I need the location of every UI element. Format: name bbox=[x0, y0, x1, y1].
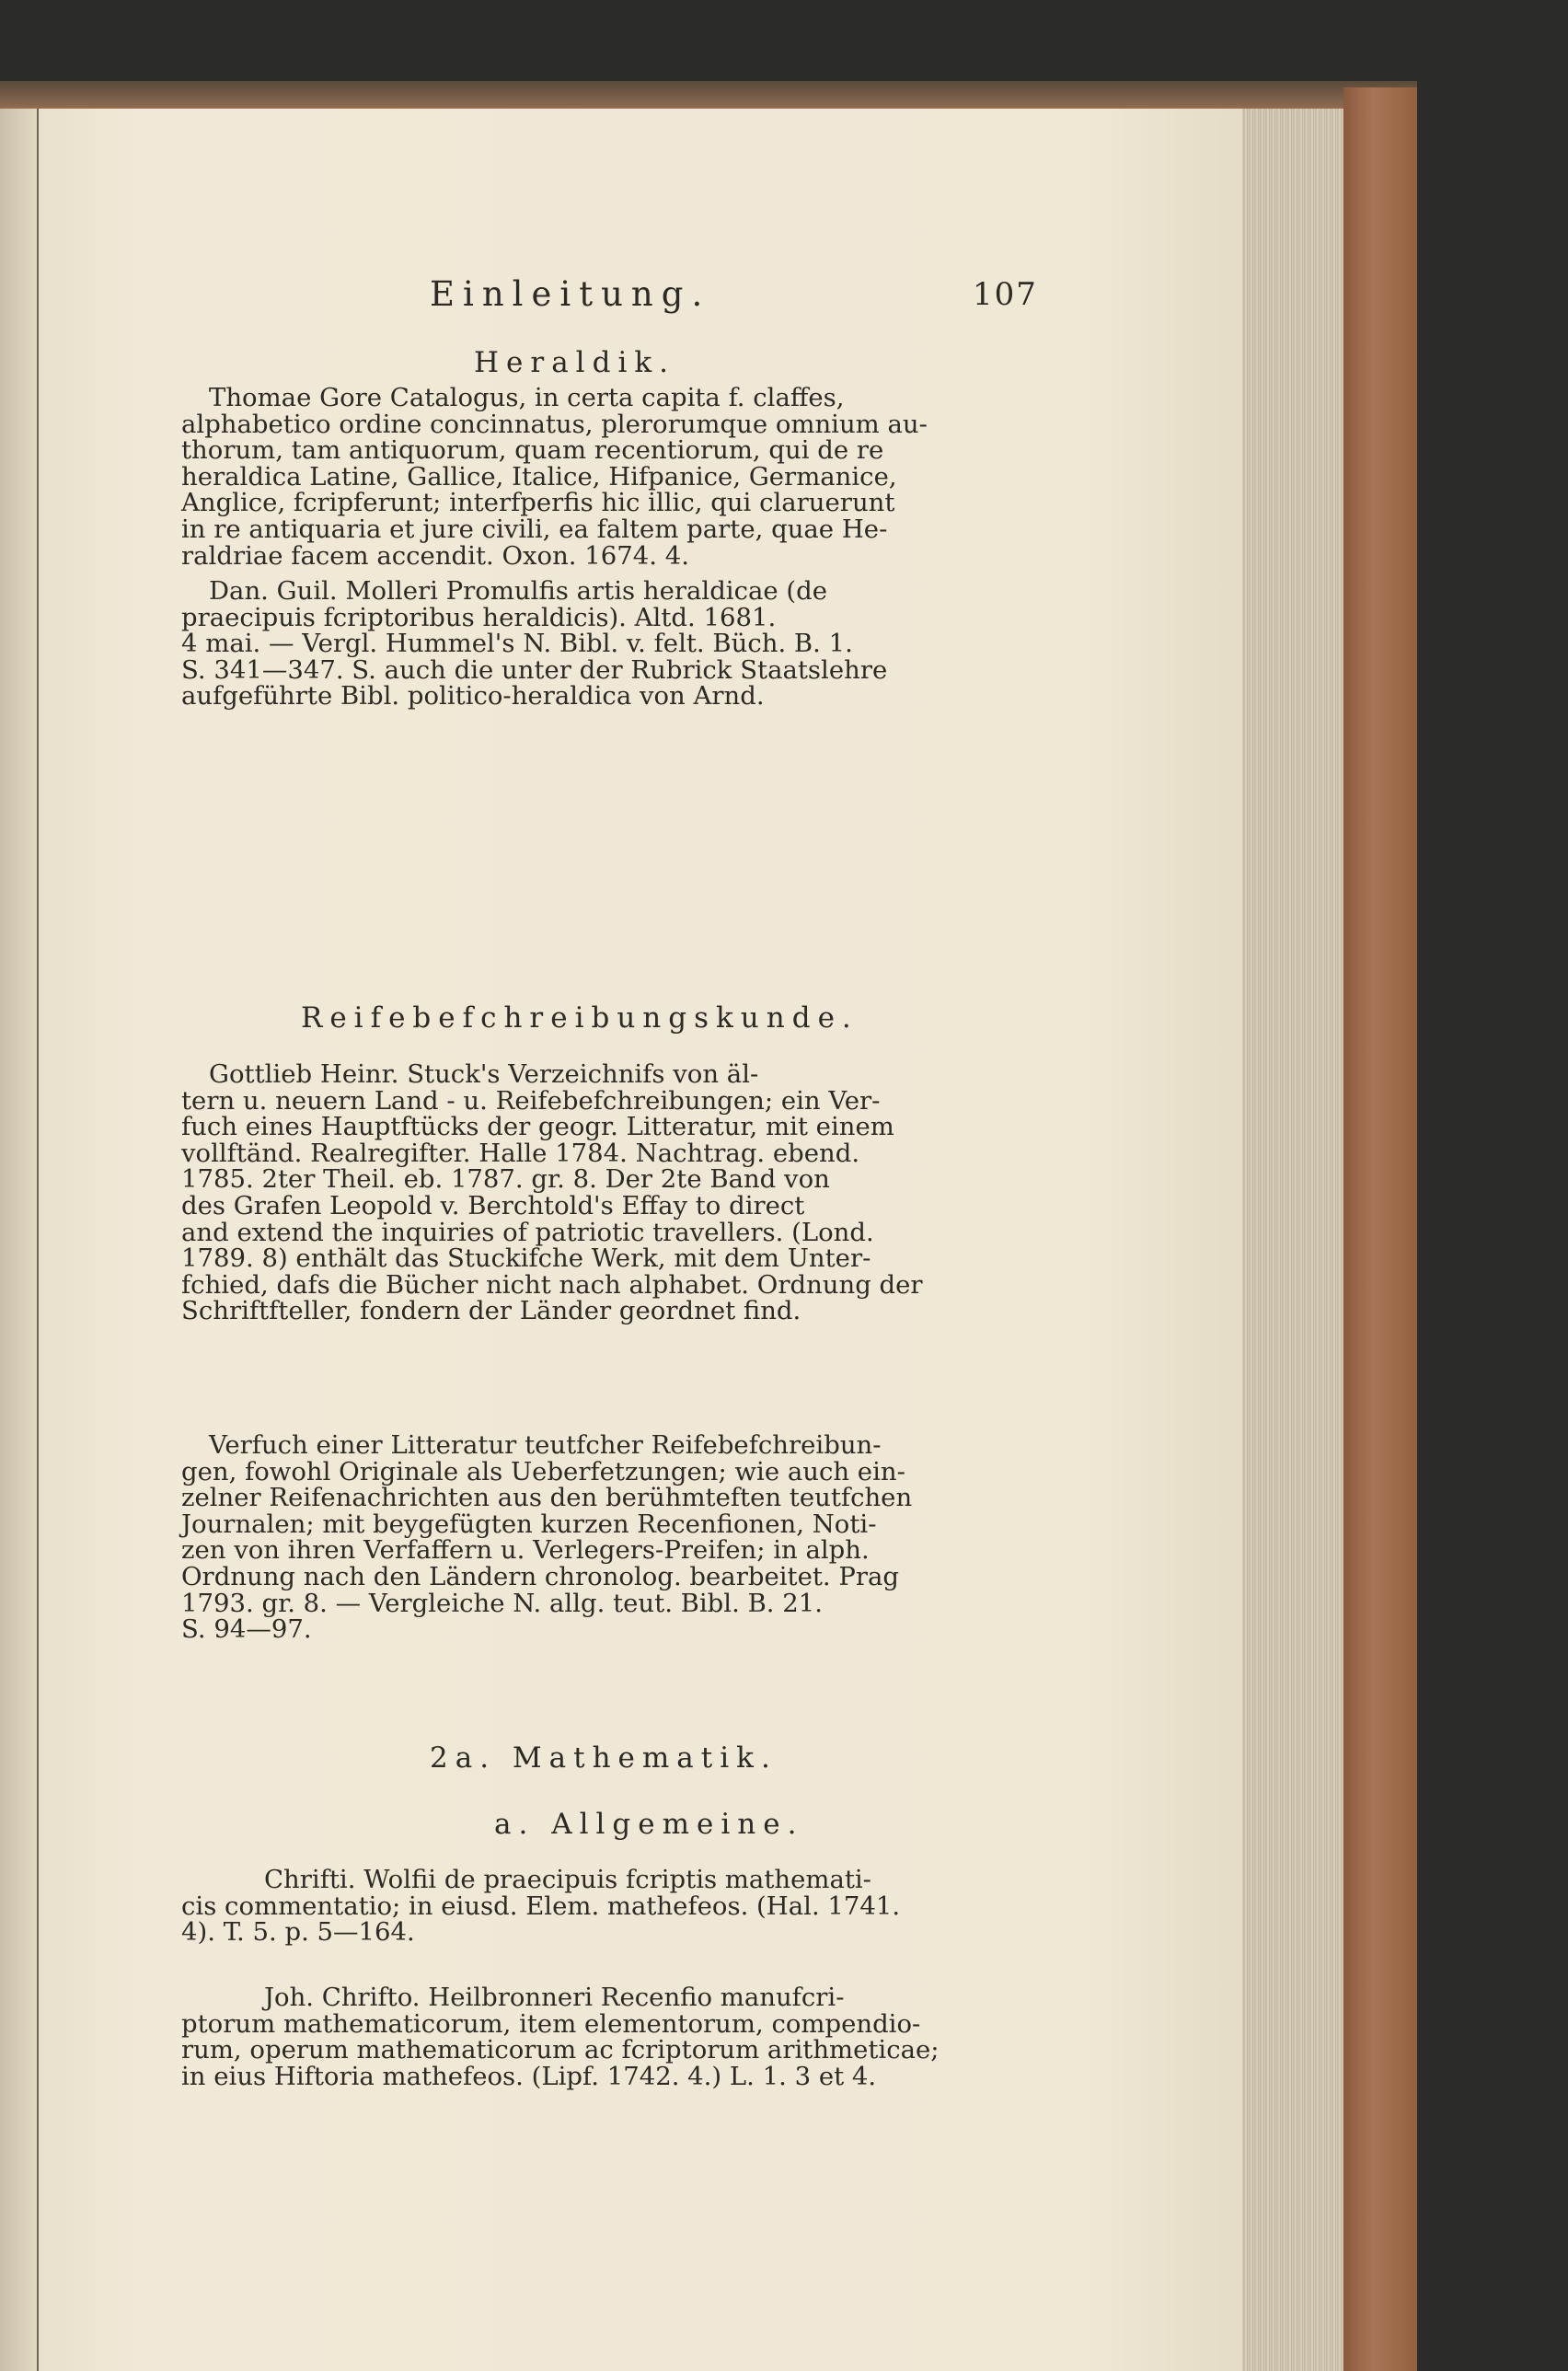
section-subheading: a. Allgemeine. bbox=[494, 1808, 804, 1841]
text-line: 1785. 2ter Theil. eb. 1787. gr. 8. Der 2te Band von bbox=[181, 1164, 830, 1195]
paragraph bbox=[181, 1984, 1101, 2089]
text-line: 1789. 8) enthält das Stuckifche Werk, mit dem Unter- bbox=[181, 1243, 871, 1274]
text-line: vollftänd. Realregifter. Halle 1784. Nachtrag. ebend. bbox=[181, 1138, 860, 1168]
text-line: fchied, dafs die Bücher nicht nach alphabet. Ordnung der bbox=[181, 1269, 923, 1300]
text-line: rum, operum mathematicorum ac fcriptorum arithmeticae; bbox=[181, 2035, 940, 2065]
text-line: in re antiquaria et jure civili, ea faltem parte, quae He- bbox=[181, 514, 888, 544]
back-cover-edge bbox=[1343, 87, 1417, 2371]
section-heading: Reifebefchreibungskunde. bbox=[301, 1001, 859, 1035]
text-line: heraldica Latine, Gallice, Italice, Hifpanice, Germanice, bbox=[181, 461, 897, 492]
text-line: aufgeführte Bibl. politico-heraldica von Arnd. bbox=[181, 681, 765, 711]
text-line: raldriae facem accendit. Oxon. 1674. 4. bbox=[181, 540, 689, 571]
text-line: des Grafen Leopold v. Berchtold's Effay to direct bbox=[181, 1190, 805, 1220]
book-top-edge bbox=[0, 81, 1417, 107]
text-line: praecipuis fcriptoribus heraldicis). Altd. 1681. bbox=[181, 602, 777, 632]
text-line: fuch eines Hauptftücks der geogr. Litteratur, mit einem bbox=[181, 1112, 894, 1142]
text-line: in eius Hiftoria mathefeos. (Lipf. 1742. 4.) L. 1. 3 et 4. bbox=[181, 2061, 877, 2091]
text-line: Gottlieb Heinr. Stuck's Verzeichnifs von äl- bbox=[209, 1059, 759, 1089]
text-line: alphabetico ordine concinnatus, plerorumque omnium au- bbox=[181, 409, 928, 439]
text-line: gen, fowohl Originale als Ueberfetzungen; wie auch ein- bbox=[181, 1456, 905, 1486]
text-line: S. 341—347. S. auch die unter der Rubrick Staatslehre bbox=[181, 654, 888, 685]
paragraph bbox=[181, 1432, 1101, 1643]
text-line: Chrifti. Wolfii de praecipuis fcriptis mathemati- bbox=[264, 1865, 871, 1894]
text-line: Journalen; mit beygefügten kurzen Recenfionen, Noti- bbox=[181, 1509, 877, 1539]
paragraph bbox=[181, 385, 1101, 569]
text-line: and extend the inquiries of patriotic travellers. (Lond. bbox=[181, 1217, 874, 1247]
text-line: tern u. neuern Land - u. Reifebefchreibungen; ein Ver- bbox=[181, 1085, 881, 1116]
text-line: zen von ihren Verfaffern u. Verlegers-Preifen; in alph. bbox=[181, 1535, 870, 1566]
running-head bbox=[181, 274, 1101, 328]
section-heading: 2a. Mathematik. bbox=[430, 1741, 778, 1775]
text-line: Joh. Chrifto. Heilbronneri Recenfio manufcri- bbox=[264, 1983, 845, 2012]
text-line: ptorum mathematicorum, item elementorum, compendio- bbox=[181, 2008, 921, 2039]
section-heading: Heraldik. bbox=[474, 346, 675, 379]
text-line: S. 94—97. bbox=[181, 1614, 312, 1645]
paragraph bbox=[181, 578, 1101, 710]
paragraph bbox=[181, 1867, 1101, 1946]
text-line: zelner Reifenachrichten aus den berühmteften teutfchen bbox=[181, 1483, 913, 1513]
text-line: Dan. Guil. Molleri Promulfis artis heraldicae (de bbox=[209, 576, 828, 606]
text-line: Thomae Gore Catalogus, in certa capita f. claffes, bbox=[209, 383, 845, 412]
paragraph bbox=[181, 1061, 1101, 1324]
text-line: Anglice, fcripferunt; interfperfis hic illic, qui claruerunt bbox=[181, 488, 895, 518]
text-line: thorum, tam antiquorum, quam recentiorum, qui de re bbox=[181, 435, 884, 466]
text-line: cis commentatio; in eiusd. Elem. mathefeos. (Hal. 1741. bbox=[181, 1891, 901, 1921]
previous-page-edge bbox=[0, 109, 39, 2371]
text-line: Verfuch einer Litteratur teutfcher Reifebefchreibun- bbox=[209, 1430, 882, 1460]
text-line: 1793. gr. 8. — Vergleiche N. allg. teut. Bibl. B. 21. bbox=[181, 1588, 823, 1618]
page-number: 107 bbox=[973, 276, 1038, 313]
text-line: 4 mai. — Vergl. Hummel's N. Bibl. v. felt. Büch. B. 1. bbox=[181, 629, 853, 659]
text-line: 4). T. 5. p. 5—164. bbox=[181, 1917, 415, 1948]
text-line: Schriftfteller, fondern der Länder geordnet find. bbox=[181, 1296, 801, 1326]
book-page bbox=[39, 109, 1262, 2371]
page-edges bbox=[1242, 109, 1343, 2371]
text-line: Ordnung nach den Ländern chronolog. bearbeitet. Prag bbox=[181, 1561, 900, 1591]
running-head-title: Einleitung. bbox=[430, 274, 711, 314]
